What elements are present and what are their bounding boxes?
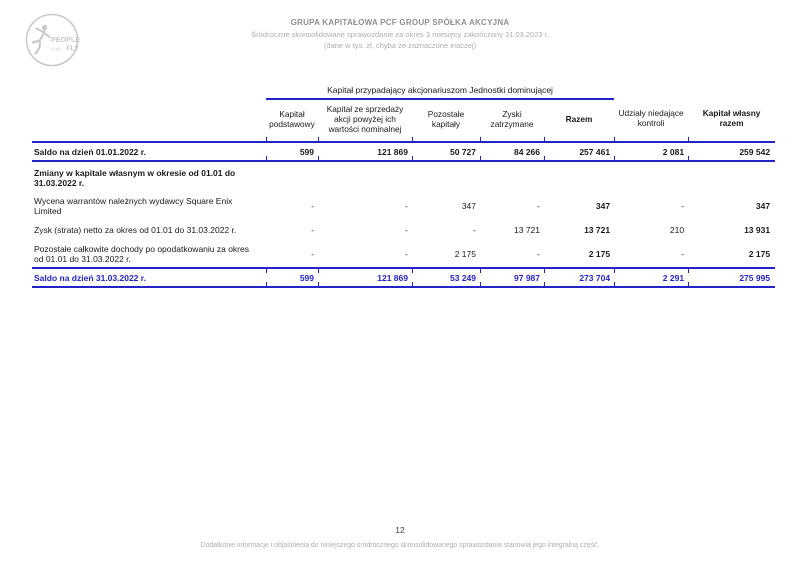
cell-value [412,161,480,190]
cell-value: - [681,248,685,259]
row-label: Pozostałe całkowite dochody po opodatkowaniu za okres od 01.01 do 31.03.2022 r. [34,243,249,264]
cell-value: - [537,200,540,211]
cell-value: 121 869 [318,142,412,161]
cell-value: 121 869 [318,268,412,287]
column-header-non-controlling: Udziały niedające kontroli [614,99,688,142]
cell-value [544,161,614,190]
cell-value: 347 [461,200,476,211]
column-header-row [32,99,775,142]
logo-text-people: PEOPLE [51,35,80,44]
cell-value: - [311,248,314,259]
logo-text-can: CAN [51,46,61,52]
cell-value: 2 175 [454,248,476,259]
cell-value: 210 [669,224,685,235]
cell-value: 259 542 [688,142,775,161]
document-unit-note: (dane w tys. zł, chyba że zaznaczone inaczej) [323,41,477,50]
table-row-opening-balance [32,142,775,161]
cell-value: 13 931 [744,224,771,235]
table-row-net-profit [32,219,775,238]
cell-value: - [311,200,314,211]
document-title: GRUPA KAPITAŁOWA PCF GROUP SPÓŁKA AKCYJNA [290,18,510,27]
column-header-total-equity: Kapitał własny razem [688,99,775,142]
group-header-parent-equity: Kapitał przypadający akcjonariuszom Jednostki dominującej [266,85,614,99]
cell-value: 84 266 [480,142,544,161]
logo-text-fly: FLY [66,43,80,53]
cell-value: 97 987 [480,268,544,287]
cell-value: 347 [755,200,771,211]
column-header-share-premium: Kapitał ze sprzedaży akcji powyżej ich wartości nominalnej [318,99,412,142]
cell-value: - [405,200,408,211]
column-header-other-capital: Pozostałe kapitały [412,99,480,142]
column-header-retained-earnings: Zyski zatrzymane [480,99,544,142]
cell-value: - [405,248,408,259]
cell-value: 347 [595,200,611,211]
footer-note: Dodatkowe informacje i objaśnienia do niniejszego śródrocznego skonsolidowanego sprawozdania stanowią jego integralną część. [200,542,600,549]
cell-value: 273 704 [544,268,614,287]
cell-value: 2 175 [748,248,771,259]
cell-value: - [405,224,408,235]
cell-value [318,161,412,190]
cell-value: - [311,224,314,235]
row-label: Zmiany w kapitale własnym w okresie od 01.01 do 31.03.2022 r. [34,167,236,188]
page-number: 12 [395,525,405,535]
table-row-other-comprehensive-income [32,238,775,268]
cell-value: - [473,224,476,235]
column-header-empty [32,99,266,142]
cell-value: 53 249 [412,268,480,287]
document-header [0,18,800,50]
row-label: Saldo na dzień 01.01.2022 r. [32,142,266,161]
cell-value: 275 995 [688,268,775,287]
cell-value: 257 461 [544,142,614,161]
row-label: Zysk (strata) netto za okres od 01.01 do 31.03.2022 r. [34,224,237,235]
cell-value: - [537,248,540,259]
cell-value [614,161,688,190]
cell-value: 599 [266,268,318,287]
row-label: Saldo na dzień 31.03.2022 r. [32,268,266,287]
cell-value [266,161,318,190]
table-row-closing-balance [32,268,775,287]
cell-value: - [681,200,685,211]
column-header-total: Razem [544,99,614,142]
cell-value: 13 721 [584,224,611,235]
cell-value: 599 [266,142,318,161]
group-header-row [32,85,775,99]
row-label: Wycena warrantów należnych wydawcy Square Enix Limited [34,195,233,216]
table-row-warrants-valuation [32,190,775,219]
document-subtitle: Śródroczne skonsolidowane sprawozdanie za okres 3 miesięcy zakończony 31.03.2023 r. [251,30,549,39]
cell-value: 50 727 [412,142,480,161]
equity-changes-table [32,85,775,288]
cell-value: 2 081 [614,142,688,161]
cell-value: 2 175 [588,248,611,259]
column-header-share-capital: Kapitał podstawowy [266,99,318,142]
cell-value [688,161,775,190]
cell-value: 13 721 [514,224,540,235]
cell-value [480,161,544,190]
table-row-changes-section [32,161,775,190]
cell-value: 2 291 [614,268,688,287]
